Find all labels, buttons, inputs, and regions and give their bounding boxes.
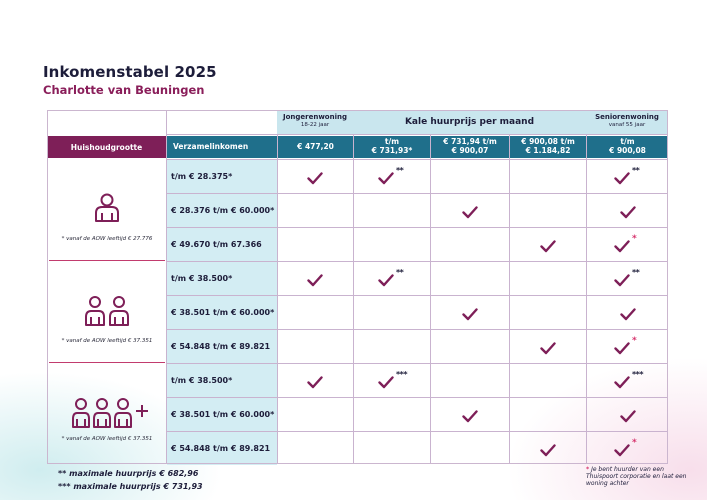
check-icon [307,172,323,185]
footnote-mark: ** [632,165,640,175]
group-1-note: * vanaf de AOW leeftijd € 27.776 [61,236,153,242]
footnote-triple-star: *** maximale huurprijs € 731,93 [58,482,203,491]
income-row-label: € 28.376 t/m € 60.000* [167,194,277,227]
page-subtitle: Charlotte van Beuningen [43,83,205,97]
grid-hline [167,363,668,364]
check-icon [307,376,323,389]
header-kale [353,110,586,134]
grid-hline [167,134,668,135]
column-price-2 [354,136,430,158]
check-icon [540,444,556,457]
column-price-3-line2: € 900,07 [451,146,489,155]
column-price-4-line1: € 900,08 t/m [521,137,575,147]
column-price-2-line1: t/m [384,137,400,147]
check-icon [378,376,394,389]
column-price-1-label: € 477,20 [297,141,334,151]
check-icon [614,274,630,287]
footnote-mark: ** [396,165,404,175]
check-icon [462,410,478,423]
grid-vline [166,110,167,464]
column-price-4-line2: € 1.184,82 [525,146,571,155]
check-icon [614,444,630,457]
grid-hline [167,329,668,330]
income-row-label: € 54.848 t/m € 89.821 [167,330,277,363]
column-price-5 [587,136,668,158]
grid-hline [167,431,668,432]
group-2-note: * vanaf de AOW leeftijd € 37.351 [61,338,153,344]
footnote-right-star: * [586,466,590,473]
footnote-mark: ** [632,267,640,277]
footnote-mark: ** [396,267,404,277]
column-price-1 [278,136,353,158]
check-icon [614,376,630,389]
check-icon [378,274,394,287]
check-icon [462,308,478,321]
income-row-label: t/m € 38.500* [167,262,277,295]
grid-hline [167,261,668,262]
check-icon [540,342,556,355]
check-icon [620,206,636,219]
footnote-mark: *** [396,369,408,379]
group-divider-2 [49,362,165,363]
column-price-5-line2: € 900,08 [609,146,646,155]
red-star-mark: * [632,437,637,448]
check-icon [620,410,636,423]
column-price-5-line1: t/m [620,137,635,147]
header-jongeren [277,110,353,134]
grid-hline [167,159,668,160]
header-jongeren-sub: 18-22 jaar [300,122,330,128]
check-icon [614,172,630,185]
column-price-2-line2: € 731,93* [371,146,413,155]
header-senioren [586,110,668,134]
grid-vline [430,134,431,464]
header-jongeren-title: Jongerenwoning [283,113,347,121]
footnote-double-star: ** maximale huurprijs € 682,96 [58,469,199,478]
group-3-note: * vanaf de AOW leeftijd € 37.351 [61,436,153,442]
red-star-mark: * [632,335,637,346]
grid-hline [167,227,668,228]
column-verzamelinkomen-label: Verzamelinkomen [173,141,249,151]
column-price-4 [510,136,586,158]
income-row-label: t/m € 28.375* [167,160,277,193]
header-senioren-sub: vanaf 55 jaar [608,122,646,128]
column-price-3-line1: € 731,94 t/m [443,137,497,147]
footnote-right-text: Je bent huurder van een Thuispoort corporatie en laat een woning achter [586,466,687,488]
group-divider-1 [49,260,165,261]
footnote-mark: *** [632,369,644,379]
check-icon [462,206,478,219]
check-icon [378,172,394,185]
column-verzamelinkomen [167,136,277,158]
check-icon [307,274,323,287]
three-plus-persons-icon [71,397,151,429]
check-icon [540,240,556,253]
grid-vline [353,134,354,464]
income-row-label: € 38.501 t/m € 60.000* [167,398,277,431]
red-star-mark: * [632,233,637,244]
income-row-label: € 38.501 t/m € 60.000* [167,296,277,329]
grid-vline [586,134,587,464]
grid-hline [167,397,668,398]
header-senioren-title: Seniorenwoning [595,113,659,121]
check-icon [614,240,630,253]
one-person-icon [93,193,121,223]
column-huishoudgrootte: Huishoudgrootte [47,136,166,158]
grid-hline [167,193,668,194]
income-row-label: € 54.848 t/m € 89.821 [167,432,277,465]
two-persons-icon [84,295,132,327]
grid-vline [509,134,510,464]
footnote-right [586,466,696,488]
grid-vline [277,134,278,464]
income-row-label: € 49.670 t/m 67.366 [167,228,277,261]
income-row-label: t/m € 38.500* [167,364,277,397]
column-price-3 [431,136,509,158]
check-icon [614,342,630,355]
grid-hline [167,295,668,296]
page-title: Inkomenstabel 2025 [43,63,217,81]
check-icon [620,308,636,321]
header-kale-title: Kale huurprijs per maand [404,117,535,127]
